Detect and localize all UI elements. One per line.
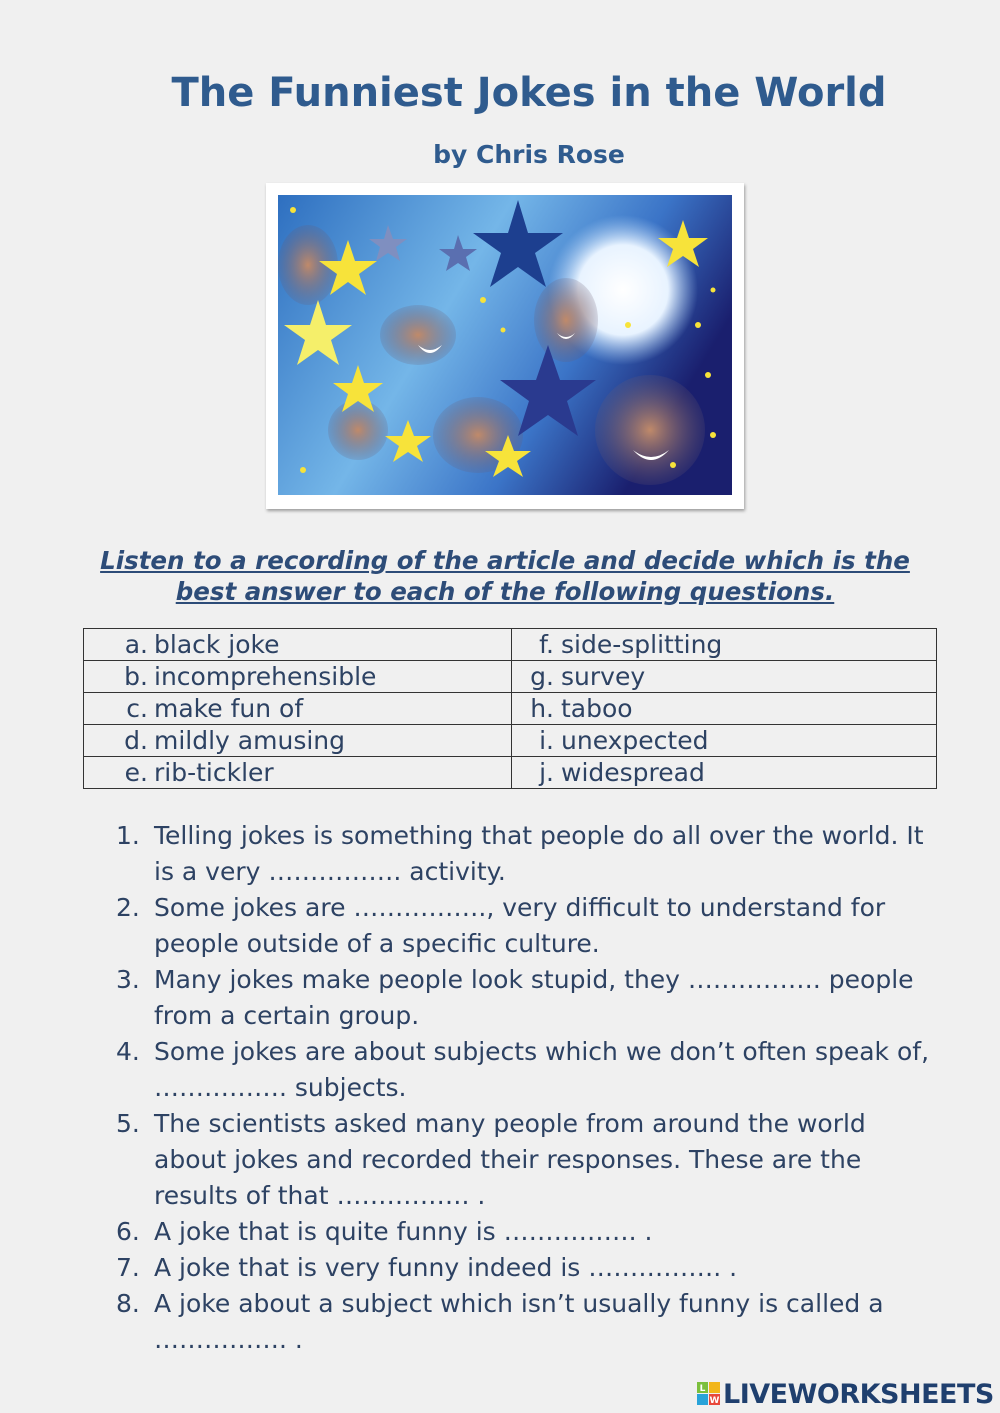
question-item <box>116 890 936 962</box>
vocab-word: mildly amusing <box>154 726 346 755</box>
vocab-word: side-splitting <box>561 630 723 659</box>
page-title: The Funniest Jokes in the World <box>171 70 887 116</box>
questions-list <box>116 818 936 1358</box>
vocabulary-table <box>83 628 937 789</box>
vocab-cell-left <box>84 693 512 725</box>
question-text: Some jokes are about subjects which we don’t often speak of, ……………. subjects. <box>154 1037 930 1102</box>
vocab-letter: f. <box>539 630 554 659</box>
question-text: Some jokes are ……………., very difficult to understand for people outside of a specific culture. <box>154 893 886 958</box>
vocab-row <box>84 757 937 789</box>
question-item <box>116 962 936 1034</box>
vocab-word: incomprehensible <box>154 662 377 691</box>
question-item <box>116 1286 936 1358</box>
question-item <box>116 1250 936 1286</box>
question-text: Telling jokes is something that people do all over the world. It is a very ……………. activity. <box>154 821 924 886</box>
question-number: 4. <box>116 1037 140 1066</box>
vocab-cell-right <box>512 629 937 661</box>
vocab-word: taboo <box>561 694 633 723</box>
vocab-word: rib-tickler <box>154 758 274 787</box>
question-text: A joke that is very funny indeed is ……………. . <box>154 1253 738 1282</box>
vocab-letter: h. <box>530 694 554 723</box>
vocab-cell-right <box>512 693 937 725</box>
question-number: 3. <box>116 965 140 994</box>
question-number: 7. <box>116 1253 140 1282</box>
logo-letter-w: W <box>709 1396 720 1406</box>
question-number: 6. <box>116 1217 140 1246</box>
vocab-word: survey <box>561 662 646 691</box>
vocab-cell-right <box>512 725 937 757</box>
question-number: 8. <box>116 1289 140 1318</box>
vocab-letter: g. <box>530 662 554 691</box>
vocab-letter: d. <box>124 726 148 755</box>
stars-and-laughing-faces-image <box>278 195 732 495</box>
vocab-letter: b. <box>124 662 148 691</box>
vocab-letter: i. <box>539 726 554 755</box>
vocab-cell-right <box>512 661 937 693</box>
vocab-row <box>84 661 937 693</box>
logo-mark-icon <box>697 1382 721 1406</box>
instructions: Listen to a recording of the article and decide which is the best answer to each of the following questions. <box>100 546 910 606</box>
question-number: 2. <box>116 893 140 922</box>
logo-text: LIVEWORKSHEETS <box>723 1378 994 1410</box>
author-byline: by Chris Rose <box>433 140 625 169</box>
vocab-row <box>84 725 937 757</box>
vocab-word: black joke <box>154 630 280 659</box>
vocab-cell-left <box>84 661 512 693</box>
vocab-word: unexpected <box>561 726 709 755</box>
vocab-cell-left <box>84 757 512 789</box>
question-text: The scientists asked many people from around the world about jokes and recorded their responses. These are the results of that ……………. . <box>154 1109 866 1210</box>
question-text: A joke that is quite funny is ……………. . <box>154 1217 653 1246</box>
logo-letter-l: L <box>699 1384 706 1394</box>
illustration-photo <box>266 183 744 509</box>
vocab-letter: e. <box>124 758 148 787</box>
question-item <box>116 818 936 890</box>
question-item <box>116 1214 936 1250</box>
vocab-row <box>84 629 937 661</box>
question-text: Many jokes make people look stupid, they ……………. people from a certain group. <box>154 965 914 1030</box>
question-text: A joke about a subject which isn’t usually funny is called a ……………. . <box>154 1289 884 1354</box>
vocab-cell-left <box>84 725 512 757</box>
liveworksheets-logo <box>697 1377 994 1411</box>
vocab-cell-left <box>84 629 512 661</box>
question-item <box>116 1034 936 1106</box>
vocab-cell-right <box>512 757 937 789</box>
vocab-letter: j. <box>539 758 554 787</box>
question-item <box>116 1106 936 1214</box>
question-number: 5. <box>116 1109 140 1138</box>
vocab-word: widespread <box>561 758 705 787</box>
vocab-letter: a. <box>124 630 148 659</box>
question-number: 1. <box>116 821 140 850</box>
vocab-row <box>84 693 937 725</box>
vocab-word: make fun of <box>154 694 304 723</box>
vocab-letter: c. <box>126 694 148 723</box>
